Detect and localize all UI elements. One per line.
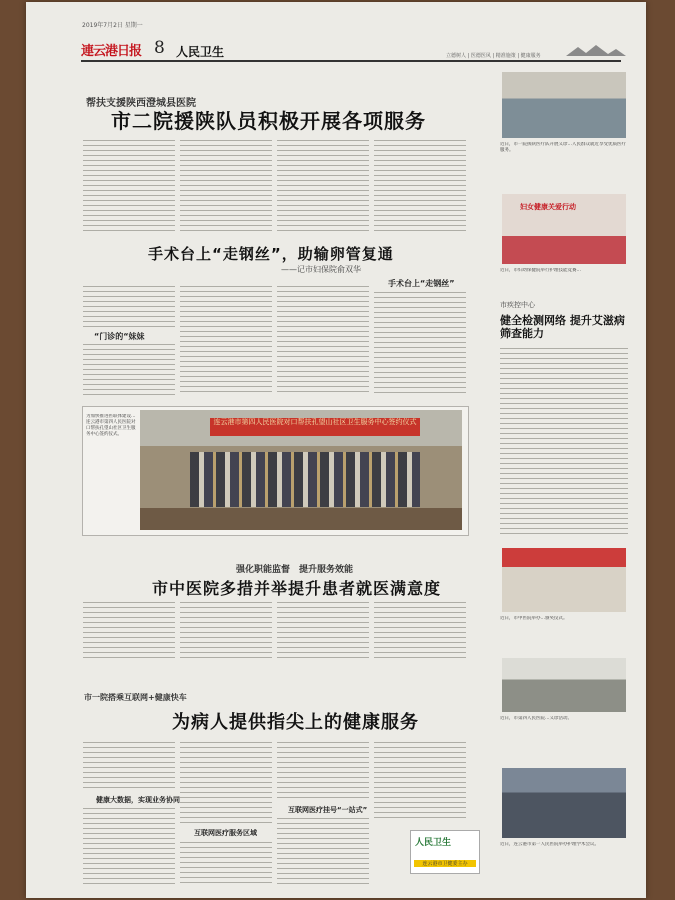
newspaper-page — [26, 2, 646, 898]
story4-subhead-b: 互联网医疗服务区域 — [194, 829, 257, 837]
story4-col3a — [277, 742, 369, 802]
story3-col3 — [277, 602, 369, 662]
story1-col4 — [374, 140, 466, 232]
footer-badge — [410, 830, 480, 874]
masthead-rule — [81, 60, 621, 62]
group-people — [190, 452, 420, 507]
story2-col3 — [277, 286, 369, 396]
group-photo — [140, 410, 462, 530]
right-photo-4 — [502, 658, 626, 712]
story4-col3b — [277, 818, 369, 884]
story3-kicker: 强化职能监督 提升服务效能 — [236, 565, 354, 575]
right-caption-2: 近日，市妇幼保健院举行护理技能竞赛… — [500, 268, 581, 273]
story1-col2 — [180, 140, 272, 232]
story2-inner-subhead2: “门诊的“妹妹 — [94, 332, 145, 341]
story4-subhead-c: 互联网医疗挂号“一站式” — [288, 806, 368, 814]
footer-badge-title: 人民卫生 — [415, 838, 452, 848]
right-photo-5 — [502, 768, 626, 838]
right-caption-5: 近日，连云港市第一人民医院举办护理学术会议。 — [500, 842, 599, 847]
story2-col4 — [374, 292, 466, 396]
story2-col2 — [180, 286, 272, 396]
photo-floor — [140, 508, 462, 530]
story4-col2b — [180, 842, 272, 884]
story1-col3 — [277, 140, 369, 232]
story2-inner-subhead: 手术台上“走钢丝” — [388, 279, 455, 288]
story2-headline: 手术台上“走钢丝”，助输卵管复通 — [148, 245, 394, 263]
story4-col1a — [83, 742, 175, 792]
story3-headline: 市中医院多措并举提升患者就医满意度 — [152, 579, 442, 598]
story4-col2a — [180, 742, 272, 824]
top-tabs: 立德树人 | 医德医风 | 精准施策 | 健康服务 — [446, 53, 541, 59]
story2-col1b — [83, 344, 175, 396]
right-caption-1: 近日，市一院援陕医疗队开展义诊…人民群众就近享受优质医疗服务。 — [500, 142, 626, 153]
story4-headline: 为病人提供指尖上的健康服务 — [172, 712, 419, 733]
right-caption-3: 近日，市中医院举办…颁奖仪式。 — [500, 616, 568, 621]
section-title: 人民卫生 — [176, 45, 225, 59]
photo-caption: 为加快推进医联体建设…连云港市第四人民医院对口帮扶孔望山社区卫生服务中心签约仪式。 — [86, 414, 136, 437]
right-body — [500, 348, 628, 538]
story3-col1 — [83, 602, 175, 662]
right-photo-2 — [502, 194, 626, 264]
story3-col4 — [374, 602, 466, 662]
paper-logo: 連云港日报 — [81, 44, 142, 59]
story1-col1 — [83, 140, 175, 232]
story4-col4 — [374, 742, 466, 818]
story2-col1a — [83, 286, 175, 328]
story1-kicker: 帮扶支援陕西澄城县医院 — [86, 98, 196, 109]
story4-col1b — [83, 808, 175, 884]
right-photo-3 — [502, 548, 626, 612]
right-kicker: 市疾控中心 — [500, 301, 535, 309]
date-line: 2019年7月2日 星期一 — [82, 22, 143, 29]
story4-kicker: 市一院搭乘互联网+健康快车 — [84, 693, 187, 702]
right-photo-1 — [502, 72, 626, 138]
story4-subhead-a: 健康大数据，实现业务协同 — [96, 796, 180, 804]
mountain-icon — [566, 44, 626, 56]
story1-headline: 市二院援陕队员积极开展各项服务 — [111, 109, 426, 133]
right-banner-2: 妇女健康关爱行动 — [520, 203, 576, 211]
right-headline: 健全检测网络 提升艾滋病筛查能力 — [500, 314, 625, 340]
story3-col2 — [180, 602, 272, 662]
right-caption-4: 近日，市第四人民医院…义诊活动。 — [500, 716, 572, 721]
footer-badge-subtitle: 连云港市卫健委主办 — [414, 860, 476, 867]
photo-banner-text: 连云港市第四人民医院对口帮扶孔望山社区卫生服务中心签约仪式 — [210, 418, 420, 436]
page-number: 8 — [154, 38, 165, 58]
story2-subhead: ——记市妇保院俞双华 — [281, 265, 361, 274]
